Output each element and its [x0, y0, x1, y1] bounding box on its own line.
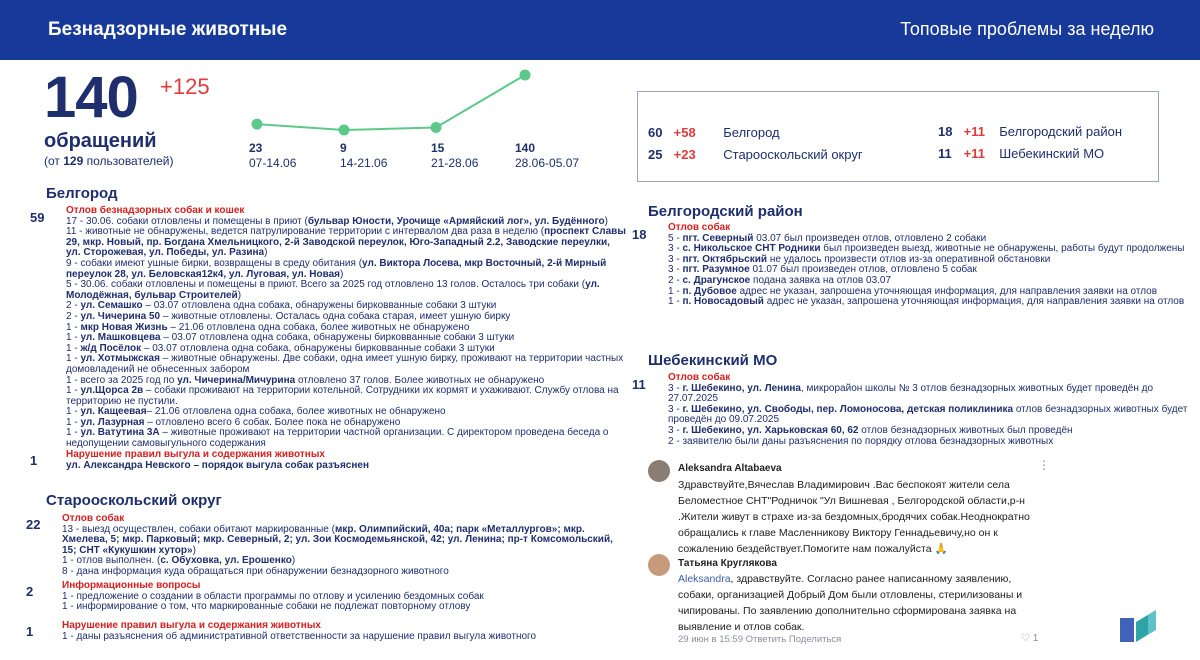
comment-author[interactable]: Aleksandra Altabaeva — [678, 463, 782, 474]
comment-line: Здравствуйте,Вячеслав Владимирович .Вас беспокоят жители села — [678, 479, 1010, 491]
kpi-delta: +125 — [160, 74, 210, 99]
trend-point — [431, 122, 442, 133]
region-name: Белгородский район — [999, 124, 1123, 139]
region-count: 60 — [648, 125, 663, 140]
kpi-total: 140 — [44, 65, 138, 130]
section-belgorod: Белгород — [46, 185, 118, 202]
region-delta: +11 — [963, 146, 985, 161]
trend-value: 15 — [431, 141, 445, 155]
category-title: Отлов собак — [668, 372, 731, 383]
trend-period: 21-28.06 — [431, 156, 479, 170]
category-title: Нарушение правил выгула и содержания животных — [62, 620, 321, 631]
comment-line: Беломестное СНТ"Родничок "Ул Вишневая , Белгородской области,р-н — [678, 495, 1025, 507]
trend-period: 28.06-05.07 — [515, 156, 580, 170]
kpi-users — [44, 154, 173, 168]
header-subtitle: Топовые проблемы за неделю — [900, 19, 1154, 39]
region-count: 11 — [938, 146, 952, 161]
comment-line: обращались к главе Масленникову Виктору Геннадьевичу,но он к — [678, 527, 998, 539]
region-name: Старооскольский округ — [723, 147, 863, 162]
oskol-count: 22 — [26, 517, 41, 532]
more-options-icon[interactable]: ⋮ — [1038, 458, 1050, 472]
trend-point — [252, 119, 263, 130]
shebekino-count: 11 — [632, 377, 646, 392]
category-title: Отлов собак — [668, 222, 731, 233]
category-line: ул. Александра Невского – порядок выгула собак разъяснен — [66, 459, 369, 471]
comment-reply-body — [678, 571, 1058, 635]
trend-line — [257, 75, 525, 130]
belgorod-count-2: 1 — [30, 453, 38, 468]
category-line: 1 - информирование о том, что маркированные собаки не подлежат повторному отлову — [62, 601, 471, 613]
comment-line: чипированы. По заявлению дополнительно сформирована заявка на — [678, 605, 1017, 617]
trend-value: 23 — [249, 141, 263, 155]
category-line: 1 - даны разъяснения об административной ответственности за нарушение правил выгула животного — [62, 630, 537, 642]
page-title: Безнадзорные животные — [48, 19, 288, 40]
comment-author[interactable]: Татьяна Круглякова — [678, 558, 777, 569]
trend-point — [520, 70, 531, 81]
comment-line: , здравствуйте. Согласно ранее написанному заявлению, — [730, 573, 1012, 585]
region-count: 18 — [938, 124, 953, 139]
kpi-users-suffix: пользователей) — [83, 154, 174, 168]
comment-line: сожалению бездействует.Помогите нам пожалуйста 🙏 — [678, 543, 948, 555]
oskol-walking — [62, 621, 622, 642]
region-count: 25 — [648, 147, 663, 162]
oskol-count-3: 1 — [26, 624, 34, 639]
district-details: Отлов собак 5 - пгт. Северный 03.07 был произведен отлов, отловлено 2 собаки 3 - с. Никольское СНТ Родники был произведен выезд, животные не обнаружены, работы будут продолжены 3 - пгт. Октябрьский не удалось произвести отлов из-за оперативной обстановки 3 - пгт. Разумное 01.07 был произведен отлов, отловлено 5 собак 2 - с. Драгунское подана заявка на отлов 03.07 1 - п. Дубовое адрес не указан, запрошена уточняющая информация, для направления заявки на отлов 1 - п. Новосадовый адрес не указан, запрошена уточняющая информация, для направления заявки на отлов — [668, 223, 1196, 308]
shebekino-details: Отлов собак 3 - г. Шебекино, ул. Ленина, микрорайон школы № 3 отлов безнадзорных животных будет проведён до 27.07.2025 3 - г. Шебекино, ул. Свободы, пер. Ломоносова, детская поликлиника отлов безнадзорных животных будет проведён до 09.07.2025 3 - г. Шебекино, ул. Харьковская 60, 62 отлов безнадзорных животных был проведён 2 - заявителю были даны разъяснения по порядку отлова безнадзорных животных — [668, 373, 1196, 447]
trend-point — [339, 125, 350, 136]
region-name: Белгород — [723, 125, 780, 140]
kpi-label: обращений — [44, 130, 157, 152]
belgorod-count: 59 — [30, 210, 45, 225]
section-belgorod-district: Белгородский район — [648, 203, 803, 220]
region-delta: +58 — [673, 125, 696, 140]
comment-line: .Жители живут в страхе из-за бездомных,бродячих собак.Неоднократно — [678, 511, 1030, 523]
comment-footer[interactable]: 29 июн в 15:59 Ответить Поделиться — [678, 634, 842, 645]
social-comments — [638, 448, 1058, 654]
brand-logo-icon — [1118, 608, 1158, 646]
avatar[interactable] — [648, 460, 670, 482]
section-stary-oskol: Старооскольский округ — [46, 492, 222, 509]
trend-period: 14-21.06 — [340, 156, 388, 170]
trend-period: 07-14.06 — [249, 156, 297, 170]
category-title: Информационные вопросы — [62, 580, 201, 591]
belgorod-walking — [66, 450, 626, 471]
like-heart-icon[interactable]: ♡ 1 — [1021, 633, 1039, 644]
top-region-row — [648, 147, 863, 162]
top-regions-box — [637, 91, 1159, 182]
comment-line: собаки, организацией Добрый Дом были отловлены, стерилизованы и — [678, 589, 1023, 601]
section-shebekino: Шебекинский МО — [648, 352, 778, 369]
kpi-users-count: 129 — [63, 154, 84, 168]
category-title: Отлов собак — [62, 513, 125, 524]
like-count: 1 — [1032, 633, 1039, 644]
category-line: 1 - предложение о создании в области программы по отлову и усилению бездомных собак — [62, 590, 484, 602]
region-delta: +23 — [673, 147, 696, 162]
comment-body — [678, 477, 1058, 557]
kpi-users-prefix: (от — [44, 154, 64, 168]
category-title: Отлов безнадзорных собак и кошек — [66, 205, 245, 216]
top-region-row — [648, 125, 780, 140]
trend-value: 140 — [515, 141, 536, 155]
district-count: 18 — [632, 227, 647, 242]
oskol-count-2: 2 — [26, 584, 34, 599]
top-region-row — [938, 146, 1104, 161]
belgorod-details: Отлов безнадзорных собак и кошек 17 - 30.06. собаки отловлены и помещены в приют (бульвар Юности, Урочище «Армяйский лог», ул. Будённого) 11 - животные не обнаружены, ведется патрулирование территории с интервалом два раза в неделю (проспект Славы 29, мкр. Новый, пр. Богдана Хмельницкого, 2-й Заводской переулок, Юго-Западный 2.2, Заводские переулки, ул. Сторожевая, ул. Победы, ул. Разина) 9 - собаки имеют ушные бирки, возвращены в среду обитания (ул. Виктора Лосева, мкр Восточный, 2-й Мирный переулок 28, ул. Беловская12к4, ул. Луговая, ул. Новая) 5 - 30.06. собаки отловлены и помещены в приют. Всего за 2025 год отловлено 13 голов. Осталось три собаки (ул. Молодёжная, бульвар Строителей) 2 - ул. Семашко – 03.07 отловлена одна собака, обнаружены бирковванные собаки 3 штуки 2 - ул. Чичерина 50 – животные отловлены. Осталась одна собака старая, имеет ушную бирку 1 - мкр Новая Жизнь – 21.06 отловлена одна собака, более животных не обнаружено 1 - ул. Машковцева – 03.07 отловлена одна собака, обнаружены бирковванные собаки 3 штуки 1 - ж/д Посёлок – 03.07 отловлена одна собака, обнаружены бирковванные собаки 3 штуки 1 - ул. Хотмыжская – животные обнаружены. Две собаки, одна имеет ушную бирку, проживают на территории частных домовладений не обнесенных забором 1 - всего за 2025 год по ул. Чичерина/Мичурина отловлено 37 голов. Более животных не обнаружено 1 - ул.Щорса 2в – собаки проживают на территории котельной. Сотрудники их кормят и ухаживают. Службу отлова на территорию не пустили. 1 - ул. Кащеевая– 21.06 отловлена одна собака, более животных не обнаружено 1 - ул. Лазурная – отловлено всего 6 собак. Более пока не обнаружено 1 - ул. Ватутина 3А – животные проживают на территории частной организации. С директором проведена беседа о недопущении самовыгульного содержания — [66, 205, 626, 450]
oskol-details: Отлов собак 13 - выезд осуществлен, собаки обитают маркированные (мкр. Олимпийский, 40а; парк «Металлургов»; мкр. Хмелева, 5; мкр. Парковый; мкр. Северный, 2; ул. Зои Космодемьянской, 42; ул. Ленина; пр-т Комсомольский, 15; СНТ «Кукушкин хутор») 1 - отлов выполнен. (с. Обуховка, ул. Ерошенко) 8 - дана информация куда обращаться при обнаружении безнадзорного животного — [62, 514, 622, 578]
region-name: Шебекинский МО — [999, 146, 1105, 161]
region-delta: +11 — [963, 124, 985, 139]
category-title: Нарушение правил выгула и содержания животных — [66, 449, 325, 460]
comment-line: выявление и отлов собак. — [678, 621, 805, 633]
header-bar — [0, 0, 1200, 60]
avatar[interactable] — [648, 554, 670, 576]
mention-link[interactable]: Aleksandra — [678, 573, 731, 585]
trend-value: 9 — [340, 141, 347, 155]
top-region-row — [938, 124, 1122, 139]
trend-sparkline — [240, 62, 540, 142]
oskol-info — [62, 581, 622, 613]
